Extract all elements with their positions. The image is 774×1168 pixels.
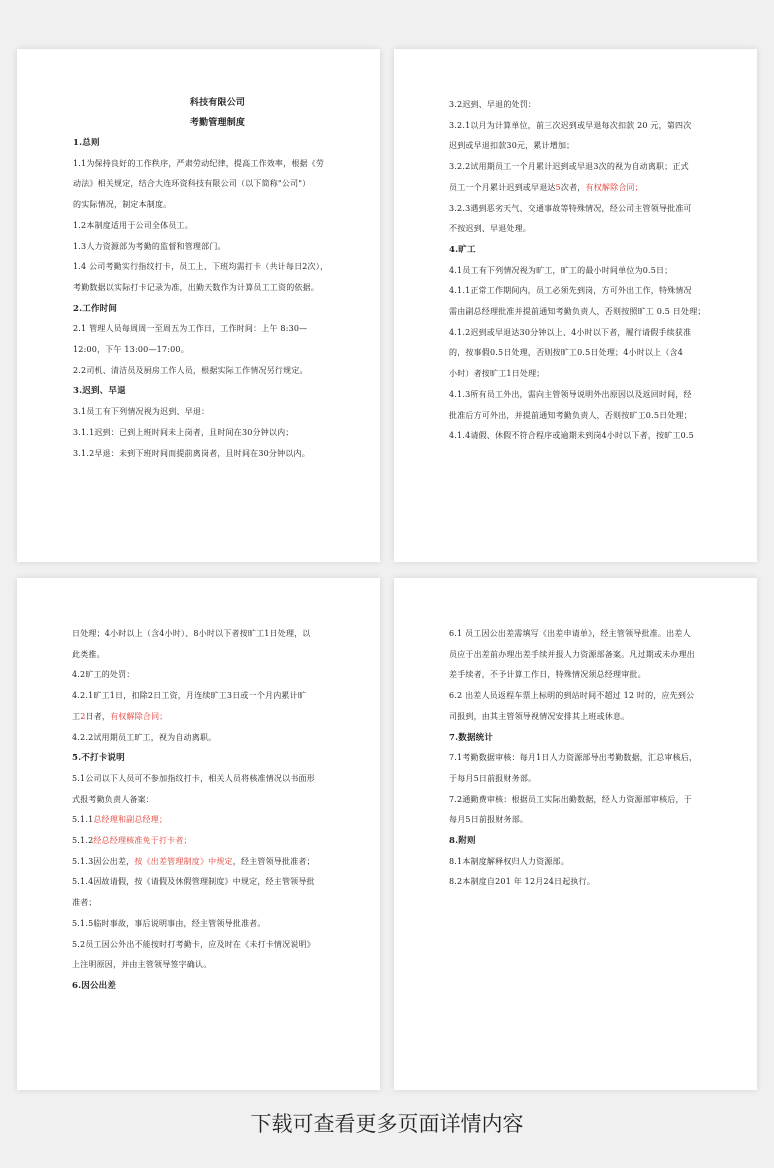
text-line: 1.2本制度适用于公司全体员工。 — [73, 220, 193, 230]
text-line: 准者； — [72, 898, 97, 908]
text-span: 5.1.3因公出差， — [72, 856, 135, 866]
section-heading: 3.迟到、早退 — [73, 386, 126, 397]
text-span: 5.1.1 — [72, 815, 94, 825]
text-line: 员应于出差前办理出差手续并报人力资源部备案。凡过期或未办理出 — [449, 649, 695, 659]
page-3-body — [72, 624, 362, 997]
text-line: 批准后方可外出，并提前通知考勤负责人，否则按旷工0.5日处理； — [449, 410, 692, 420]
text-line: 2.1 管理人员每周周一至周五为工作日，工作时间：上午 8:30— — [73, 324, 308, 334]
text-line: 3.1员工有下列情况视为迟到、早退： — [73, 407, 210, 417]
text-line: 考勤数据以实际打卡记录为准，出勤天数作为计算员工工资的依据。 — [73, 282, 319, 292]
page-2-body — [449, 95, 739, 447]
text-line: 上注明原因，并由主管领导签字确认。 — [72, 960, 212, 970]
text-span: 工 — [72, 711, 81, 721]
text-line: 4.2.1旷工1日，扣除2日工资，月连续旷工3日或一个月内累计旷 — [72, 691, 307, 701]
document-page-3 — [17, 578, 380, 1090]
text-line: 4.1.2迟到或早退达30分钟以上、4小时以下者，履行请假手续获准 — [449, 327, 692, 337]
text-line: 式报考勤负责人备案： — [72, 794, 154, 804]
section-heading: 1.总则 — [73, 138, 100, 148]
text-line: 差手续者，不予计算工作日，特殊情况须总经理审批。 — [449, 670, 646, 680]
text-line: 3.1.1迟到：已到上班时间未上岗者，且时间在30分钟以内； — [73, 427, 294, 437]
text-line: 5.2员工因公外出不能按时打考勤卡，应及时在《未打卡情况说明》 — [72, 939, 315, 949]
section-heading: 8.附则 — [449, 836, 476, 847]
highlighted-text: 5 — [555, 182, 561, 192]
text-line: 4.1.1正常工作期间内，员工必须先到岗，方可外出工作，特殊情况 — [449, 286, 692, 296]
text-line: 需由副总经理批准并提前通知考勤负责人，否则按照旷工 0.5 日处理； — [449, 307, 706, 317]
text-line: 1.3人力资源部为考勤的监督和管理部门。 — [73, 241, 226, 251]
text-line: 迟到或早退扣款30元，累计增加； — [449, 141, 575, 151]
page-1-body — [73, 133, 362, 464]
text-line: 2.2司机、清洁员及厨房工作人员，根据实际工作情况另行规定。 — [73, 365, 308, 375]
text-line: 5.1.4因故请假，按《请假及休假管理制度》中规定，经主管领导批 — [72, 877, 315, 887]
text-line: 1.1为保持良好的工作秩序，严肃劳动纪律，提高工作效率，根据《劳 — [73, 158, 325, 168]
text-line: 1.4 公司考勤实行指纹打卡，员工上、下班均需打卡（共计每日2次）， — [73, 262, 329, 272]
text-line: 动法》相关规定，结合大连环资科技有限公司（以下简称"公司"） — [73, 179, 311, 189]
document-title: 考勤管理制度 — [189, 118, 246, 128]
text-line — [72, 852, 362, 873]
text-span: ，经主管领导批准者； — [232, 856, 315, 866]
text-line: 3.2.1以月为计算单位，前三次迟到或早退每次扣款 20 元，第四次 — [449, 120, 692, 130]
page-4-body — [449, 624, 739, 893]
text-line: 4.1.4请假、休假不符合程序或逾期未到岗4小时以下者，按旷工0.5 — [449, 431, 694, 441]
text-line: 7.2通勤费审核：根据员工实际出勤数据，经人力资源部审核后，于 — [449, 794, 692, 804]
company-title: 科技有限公司 — [189, 98, 246, 108]
text-line: 日处理；4小时以上（含4小时）、8小时以下者按旷工1日处理，以 — [72, 629, 311, 638]
text-line: 5.1.5临时事故，事后说明事由，经主管领导批准者。 — [72, 918, 266, 928]
text-line: 5.1公司以下人员可不参加指纹打卡，相关人员将核准情况以书面形 — [72, 773, 315, 783]
highlighted-text: 有权解除合同； — [585, 182, 643, 192]
download-more-caption: 下载可查看更多页面详情内容 — [250, 1112, 524, 1136]
section-heading: 6.因公出差 — [72, 980, 117, 991]
document-page-2 — [394, 49, 757, 562]
text-line: 3.2迟到、早退的处罚： — [449, 100, 537, 109]
document-page-1 — [17, 49, 380, 562]
text-line: 4.1.3所有员工外出，需向主管领导说明外出原因以及返回时间，经 — [449, 389, 692, 399]
text-line: 的实际情况，制定本制度。 — [73, 200, 172, 210]
text-line: 每月5日前报财务部。 — [449, 815, 529, 825]
highlighted-text: 2 — [80, 711, 86, 721]
section-heading: 2.工作时间 — [73, 303, 118, 314]
text-line: 3.1.2早退：未到下班时间而提前离岗者，且时间在30分钟以内。 — [73, 448, 310, 458]
text-line: 6.1 员工因公出差需填写《出差申请单》，经主管领导批准。出差人 — [449, 629, 691, 638]
text-line: 7.1考勤数据审核：每月1日人力资源部导出考勤数据，汇总审核后， — [449, 753, 698, 763]
section-heading: 4.旷工 — [449, 244, 476, 255]
text-span: 5.1.2 — [72, 836, 94, 846]
text-line: 小时）者按旷工1日处理； — [449, 369, 545, 379]
text-line: 4.1员工有下列情况视为旷工，旷工的最小时间单位为0.5日； — [449, 265, 673, 275]
text-line: 3.2.2试用期员工一个月累计迟到或早退3次的视为自动离职；正式 — [449, 162, 689, 172]
text-span: 次者， — [560, 182, 586, 192]
section-heading: 7.数据统计 — [449, 732, 494, 743]
highlighted-text: 按《出差管理制度》中规定 — [134, 856, 233, 866]
text-line: 12:00，下午 13:00—17:00。 — [73, 345, 189, 355]
text-line: 8.1本制度解释权归人力资源部。 — [449, 856, 569, 866]
text-line: 此类推。 — [72, 649, 105, 659]
text-line: 于每月5日前报财务部。 — [449, 773, 537, 783]
text-line: 司报到，由其主管领导视情况安排其上班或休息。 — [449, 711, 630, 721]
highlighted-text: 经总经理核准免于打卡者； — [93, 836, 192, 846]
highlighted-text: 总经理和副总经理； — [93, 815, 168, 825]
text-line: 不按迟到、早退处理。 — [449, 224, 531, 234]
document-page-4 — [394, 578, 757, 1090]
section-heading: 5.不打卡说明 — [72, 753, 125, 764]
text-line — [72, 810, 362, 831]
text-line: 6.2 出差人员返程车票上标明的到站时间不超过 12 时的，应先到公 — [449, 691, 695, 701]
text-line: 3.2.3遇到恶劣天气、交通事故等特殊情况，经公司主管领导批准可 — [449, 203, 692, 213]
text-line: 4.2旷工的处罚： — [72, 670, 135, 680]
text-line — [449, 178, 739, 199]
text-line: 的，按事假0.5日处理，否则按旷工0.5日处理；4小时以上（含4 — [449, 348, 684, 358]
text-line: 4.2.2试用期员工旷工，视为自动离职。 — [72, 732, 217, 742]
text-line — [72, 831, 362, 852]
text-line — [72, 707, 362, 728]
text-line: 8.2本制度自201 年 12月24日起执行。 — [449, 877, 596, 887]
text-span: 员工一个月累计迟到或早退达 — [449, 182, 556, 192]
text-span: 日者， — [85, 711, 111, 721]
highlighted-text: 有权解除合同； — [110, 711, 168, 721]
